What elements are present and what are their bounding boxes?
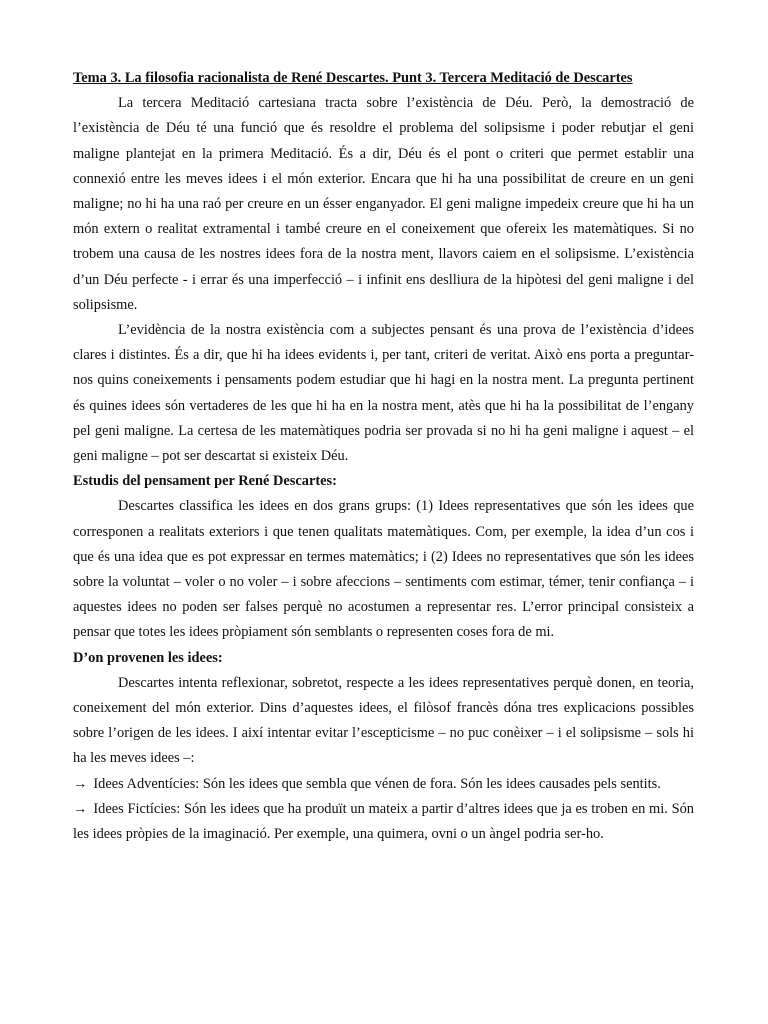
arrow-icon: → xyxy=(73,800,88,817)
bullet-item-fictities xyxy=(73,797,694,847)
section-paragraph-origen: Descartes intenta reflexionar, sobretot, respecte a les idees representatives perquè donen, en teoria, coneixement del món exterior. Dins d’aquestes idees, el filòsof francès dóna tres explicacions possibles sobre l’origen de les idees. I així intentar evitar l’escepticisme – no puc conèixer – i el solipsisme – sols hi ha les meves idees –: xyxy=(73,674,694,767)
bullet-text: Idees Fictícies: Són les idees que ha produït un mateix a partir d’altres idees que ja es troben en mi. Són les idees pròpies de la imaginació. Per exemple, una quimera, ovni o un àngel podria ser-ho. xyxy=(73,800,694,843)
section-heading-estudis: Estudis del pensament per René Descartes: xyxy=(73,473,337,490)
bullet-text: Idees Adventícies: Són les idees que sembla que vénen de fora. Són les idees causades pels sentits. xyxy=(93,775,661,792)
bullet-item-adventicies xyxy=(73,772,694,797)
intro-paragraph-1: La tercera Meditació cartesiana tracta sobre l’existència de Déu. Però, la demostració de l’existència de Déu té una funció que és resoldre el problema del solipsisme i poder rebutjar el geni maligne plantejat en la primera Meditació. És a dir, Déu és el pont o criteri que permet establir una connexió entre les meves idees i el món exterior. Encara que hi ha una possibilitat de creure en un geni maligne; no hi ha una raó per creure en un ésser enganyador. El geni maligne impedeix creure que hi ha un món extern o realitat extramental i també creure en el coneixement que ofereix les matemàtiques. Si no trobem una causa de les nostres idees fora de la nostra ment, llavors caiem en el solipsisme. L’existència d’un Déu perfecte - i errar és una imperfecció – i infinit ens deslliura de la hipòtesi del geni maligne i del solipsisme. xyxy=(73,95,694,313)
section-heading-origen: D’on provenen les idees: xyxy=(73,649,223,666)
section-paragraph-estudis: Descartes classifica les idees en dos grans grups: (1) Idees representatives que són les idees que corresponen a realitats exteriors i que tenen qualitats matemàtiques. Com, per exemple, la idea d’un cos i que és una idea que es pot expressar en termes matemàtics; i (2) Idees no representatives que són les idees sobre la voluntat – voler o no voler – i sobre afeccions – sentiments com estimar, témer, tenir confiança – i aquestes idees no poden ser falses perquè no acostumen a representar res. L’error principal consisteix a pensar que totes les idees pròpiament són semblants o representen coses fora de mi. xyxy=(73,498,694,641)
intro-paragraph-2: L’evidència de la nostra existència com a subjectes pensant és una prova de l’existència d’idees clares i distintes. És a dir, que hi ha idees evidents i, per tant, criteri de veritat. Això ens porta a preguntar-nos quins coneixements i pensaments podem estudiar que hi hagi en la nostra ment. La pregunta pertinent és quines idees són vertaderes de les que hi ha en la nostra ment, atès que hi ha la possibilitat de l’engany pel geni maligne. La certesa de les matemàtiques podria ser provada si no hi ha geni maligne i aquest – el geni maligne – pot ser descartat si existeix Déu. xyxy=(73,322,694,465)
document-title: Tema 3. La filosofia racionalista de René Descartes. Punt 3. Tercera Meditació de Descartes xyxy=(73,70,633,86)
arrow-icon: → xyxy=(73,775,88,792)
document-page xyxy=(73,66,694,847)
